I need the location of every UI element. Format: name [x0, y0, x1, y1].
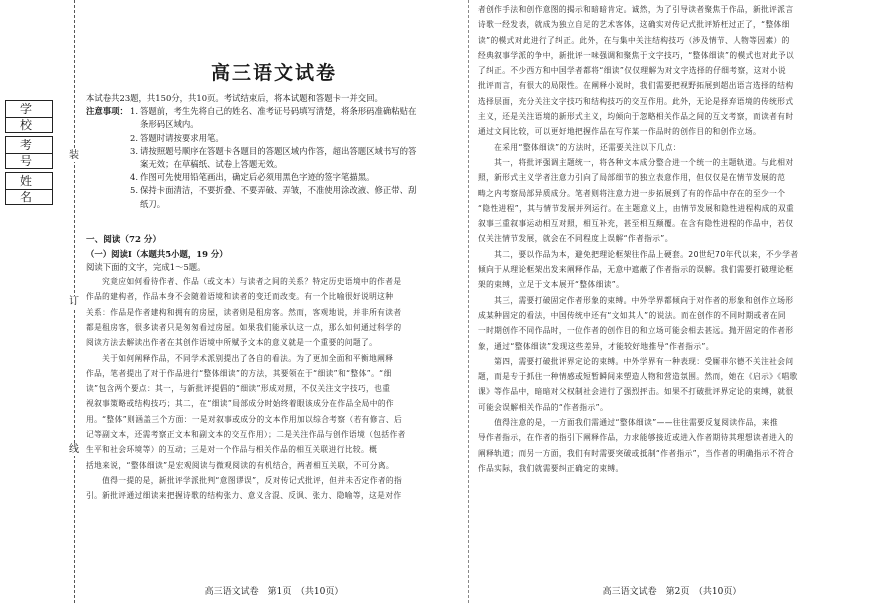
passage-line: 关于如何阐释作品，不同学术派别提出了各自的看法。为了更加全面和平衡地阐释: [86, 353, 394, 363]
passage-line: 倾向于从理论框架出发来阐释作品，无意中遮蔽了作者指示的误解。我们需要打破理论框: [478, 265, 794, 275]
passage-line: 诗歌一经发表，就成为独立自足的艺术客体，这确实对传记式批评矫枉过正了，“整体细: [478, 20, 790, 30]
exam-number-field[interactable]: [5, 136, 57, 169]
passage-line: 关系：作品是作者建构和拥有的房屋，读者则是租房客。然而，客观地说，并非所有读者: [86, 307, 402, 317]
passage-line: 照，新形式主义学者注意力引向了局部细节的独立表意作用，但仅仅是在情节发展的范: [478, 173, 786, 183]
passage-line: 作品实际，我们就需要纠正确定的束缚。: [478, 463, 624, 473]
passage-line: 阐释轨道；而另一方面，我们有时需要突破或抵制“作者指示”，当作者的明确指示不符合: [478, 448, 795, 458]
note-line: 案无效；在草稿纸、试卷上答题无效。: [140, 159, 283, 170]
passage-line: 了纠正。不少西方和中国学者都将“细读”仅仅理解为对文字选择的仔细考察，这对小说: [478, 66, 787, 76]
passage-text: [86, 274, 462, 503]
name-field[interactable]: [5, 172, 57, 205]
passage-line: 仅关注情节发展，就会在不同程度上误解“作者指示”。: [478, 234, 673, 244]
school-label: 学 校: [6, 101, 52, 118]
passage-line: 可能会误解相关作品的“作者指示”。: [478, 402, 609, 412]
passage-line: 生平和社会环境等）的互动；三是对一个作品与相关作品的相互关联进行比较。概: [86, 445, 378, 455]
note-line: 纸刀。: [140, 198, 166, 209]
passage-line: 作品的建构者，作品本身不会随着语境和读者的变迁而改变。有一个比喻很好说明这种: [86, 292, 394, 302]
passage-line: 都是租房客，很多读者只是匆匆看过房屋。如果我们能承认这一点，那么如何通过科学的: [86, 322, 402, 332]
passage-text: [478, 2, 866, 476]
passage-line: 批评而言，有很大的局限性。在阐释小说时，我们需要把视野拓展到超出语言选择的结构: [478, 81, 794, 91]
passage-line: 主义，还是关注语境的新形式主义，均倾向于忽略相关作品之间的互文考察，而读者有时: [478, 112, 794, 122]
page-title: 高三语文试卷: [210, 62, 337, 84]
passage-line: 记等副文本，还需考察正文本和副文本的交互作用）；二是关注作品与创作语境（包括作者: [86, 430, 406, 439]
passage-line: 题，而是专于抓住一种情感或短暂瞬间来塑造人物和营造氛围。然而，她在《启示》《唱歌: [478, 372, 798, 382]
passage-line: 用。“整体”则涵盖三个方面：一是对叙事或成分的文本作用加以综合考察（若有修言、后: [86, 414, 403, 424]
passage-line: 架的束缚，立足于文本展开“整体细读”。: [478, 280, 625, 290]
binding-strip: [0, 0, 82, 603]
binding-mark: 线: [69, 444, 79, 455]
passage-line: 经典叙事学派的争中，新批评一味强调和聚焦于文字技巧，“整体细读”的模式也对此予以: [478, 50, 795, 60]
passage-line: 叙事三重叙事运动相互对照，相互补充，甚至相互颠覆。在含有隐性进程的作品中，若仅: [478, 219, 794, 229]
note-line: 答题前，考生先将自己的姓名、准考证号码填写清楚，将条形码准确粘贴在: [140, 106, 417, 117]
passage-line: 畴之内考察局部异质成分。笔者则将注意力进一步拓展到了有的作品中存在的至少一个: [478, 188, 786, 198]
passage-line: 其一，将批评强调主题统一，将各种文本成分整合进一个统一的主题轨道。与此相对: [478, 157, 794, 167]
school-field[interactable]: [5, 100, 57, 133]
notes-heading: 注意事项：: [86, 106, 128, 117]
passage-line: 值得注意的是，一方面我们需通过“整体细读”——往往需要反复阅读作品，来推: [478, 418, 778, 428]
name-label: 姓 名: [6, 173, 52, 190]
passage-line: 括地来说，“整体细读”是宏观阅读与微观阅读的有机结合，两者相互关联，不可分离。: [86, 460, 395, 470]
exam-number-label: 考 号: [6, 137, 52, 154]
passage-line: 究竟应如何看待作者、作品（或文本）与读者之间的关系？特定历史语境中的作者是: [86, 277, 402, 287]
passage-line: 课》等作品中，暗暗对父权制社会进行了强烈抨击。如果不打破批评界定论的束缚，就很: [478, 387, 794, 397]
notes-block: 注意事项： 1. 答题前，考生先将自己的姓名、准考证号码填写清楚，将条形码准确粘贴在 条形码区域内。 2. 答题时请按要求用笔。 3. 请按照题号顺序在答题卡各题目的答题区域内作答，超出答题区域书写的答 案无效；在草稿纸、试卷上答题无效。 4. 作图可先使用铅笔画出，确定后必须用黑色字迹的签字笔描黑。 5. 保持卡面清洁，不要折叠、不要弄破、弄皱，不准使用涂改液、修正带、刮 纸刀。: [86, 105, 462, 211]
note-line: 条形码区域内。: [140, 119, 199, 130]
subsection-heading: （一）阅读Ⅰ（本题共5小题，19 分）: [86, 248, 228, 259]
binding-mark: 订: [69, 296, 79, 307]
page-footer: 高三语文试卷 第1页 （共10页）: [204, 587, 344, 597]
exam-intro: 本试卷共23题，共150分，共10页。考试结束后，将本试题和答题卡一并交回。: [86, 93, 383, 103]
passage-line: 读”的模式对此进行了纠正。此外，在与集中关注结构技巧（涉及情节、人物等因素）的: [478, 35, 790, 45]
passage-line: “隐性进程”，其与情节发展并列运行。在主题意义上，由情节发展和隐性进程构成的双重: [478, 203, 795, 213]
page-divider: [468, 0, 469, 603]
passage-line: 导作者指示，在作者的指引下阐释作品，力求能够接近或进入作者期待其理想读者进入的: [478, 433, 794, 443]
passage-line: 一时期创作不同作品时，一位作者的创作目的和立场可能会相去甚远。抛开固定的作者形: [478, 326, 794, 336]
page-footer: 高三语文试卷 第2页 （共10页）: [602, 587, 742, 597]
note-line: 请按照题号顺序在答题卡各题目的答题区域内作答，超出答题区域书写的答: [140, 145, 417, 156]
note-line: 作图可先使用铅笔画出，确定后必须用黑色字迹的签字笔描黑。: [140, 172, 375, 183]
passage-line: 阅读方法去解读出作者在其创作语境中所赋予文本的意义就是一个重要的问题了。: [86, 338, 378, 348]
passage-line: 象，通过“整体细读”发现这些差异，才能较好地推导“作者指示”。: [478, 341, 714, 351]
section-heading: 一、阅读（72 分）: [86, 234, 162, 245]
passage-line: 引。新批评通过细读来把握诗歌的结构张力、意义含混、反讽、张力、隐喻等，这是对作: [86, 491, 402, 501]
binding-mark: 装: [69, 150, 79, 161]
note-line: 保持卡面清洁，不要折叠、不要弄破、弄皱，不准使用涂改液、修正带、刮: [140, 185, 417, 196]
passage-line: 其二，要以作品为本，避免把理论框架往作品上硬套。20世纪70年代以来，不少学者: [478, 249, 799, 259]
passage-line: 作品，笔者提出了对于作品进行“整体细读”的方法，其要领在于“细读”和“整体”。“细: [86, 368, 392, 378]
passage-line: 成某种固定的看法，中国传统中还有“文如其人”的说法。而在创作的不同时期或者在同: [478, 310, 787, 320]
passage-line: 者创作手法和创作意图的揭示和暗暗肯定。诚然，为了引导读者聚焦于作品，新批评派言: [478, 5, 794, 14]
passage-line: 第四，需要打破批评界定论的束缚。中外学界有一种表现：受厮菲尔德不关注社会问: [478, 356, 794, 366]
passage-line: 在采用“整体细读”的方法时，还需要关注以下几点：: [478, 142, 681, 152]
passage-line: 通过文间比较，可以更好地把握作品在写作某一作品时的创作目的和创作立场。: [478, 127, 762, 137]
page-1: [86, 0, 462, 603]
passage-line: 值得一提的是，新批评学派批判“意图谬误”，反对传记式批评，但并未否定作者的指: [86, 475, 403, 485]
passage-line: 读”包含两个要点：其一，与新批评提倡的“细读”形成对照，不仅关注文字技巧，也重: [86, 384, 391, 394]
passage-line: 选择层面，充分关注文字技巧和结构技巧的交互作用。此外，无论是择弃语境的传统形式: [478, 96, 794, 106]
note-line: 答题时请按要求用笔。: [140, 132, 224, 143]
reading-instruction: 阅读下面的文字，完成1～5题。: [86, 261, 206, 272]
passage-line: 其三，需要打破固定作者形象的束缚。中外学界都倾向于对作者的形象和创作立场形: [478, 295, 794, 305]
passage-line: 视叙事策略或结构技巧；其二，在“细读”局部成分时始终着眼该成分在作品全局中的作: [86, 399, 395, 409]
page-2: [478, 0, 866, 603]
